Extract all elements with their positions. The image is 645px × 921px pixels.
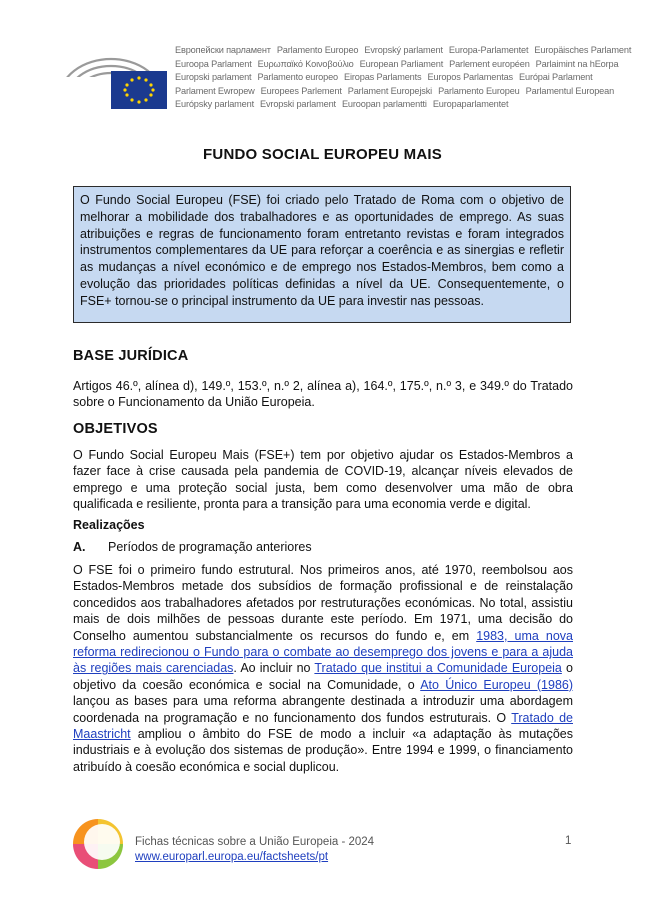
lang-row bbox=[175, 98, 635, 112]
footer-url-link[interactable]: www.europarl.europa.eu/factsheets/pt bbox=[135, 851, 329, 863]
lang-name: Európai Parlament bbox=[519, 72, 593, 83]
lang-name: Parlamento Europeo bbox=[276, 45, 359, 55]
objetivos-text: O Fundo Social Europeu Mais (FSE+) tem por objetivo ajudar os Estados-Membros a fazer face à crise causada pela pandemia de COVID-19, alcançar níveis elevados de emprego e uma proteção social justa, bem como desenvolver uma mão de obra qualificada e resiliente, pronta para a transição para uma economia verde e digital. bbox=[73, 448, 573, 512]
lang-name: Parlaimint na hEorpa bbox=[535, 58, 619, 69]
lang-name: Parlamento Europeu bbox=[438, 85, 520, 96]
footer-label: Fichas técnicas sobre a União Europeia - 2024 bbox=[135, 836, 375, 848]
lang-name: Европейски парламент bbox=[175, 45, 271, 55]
link-tratado-comunidade[interactable]: Tratado que institui a Comunidade Europeia bbox=[314, 661, 562, 676]
lang-name: Euroopan parlamentti bbox=[341, 99, 427, 110]
lang-row bbox=[175, 71, 635, 85]
lang-name: Europa-Parlamentet bbox=[448, 45, 529, 55]
lang-name: Europski parlament bbox=[175, 72, 252, 83]
page-number: 1 bbox=[565, 835, 572, 847]
body-text: . Ao incluir no bbox=[233, 661, 315, 676]
lang-name: Európsky parlament bbox=[175, 99, 255, 110]
section-heading-base: BASE JURÍDICA bbox=[73, 348, 189, 364]
lang-name: Evropski parlament bbox=[260, 99, 336, 110]
lang-name: Parlamentul European bbox=[525, 85, 615, 96]
body-paragraph bbox=[73, 562, 573, 775]
base-text: Artigos 46.º, alínea d), 149.º, 153.º, n.º 2, alínea a), 164.º, 175.º, n.º 3, e 349.º do Tratado sobre o Funcionamento da União Europeia. bbox=[73, 379, 573, 410]
intro-box: O Fundo Social Europeu (FSE) foi criado pelo Tratado de Roma com o objetivo de melhorar a mobilidade dos trabalhadores e as oportunidades de emprego. As suas atribuições e regras de funcionamento foram entretanto revistas e foram integrados instrumentos complementares da UE para reforçar a coerência e as sinergias e refletir as mudanças a nível económico e de emprego nos Estados-Membros, bem como a evolução das prioridades políticas definidas a nível da UE. Consequentemente, o FSE+ tornou-se o principal instrumento da UE para investir nas pessoas. bbox=[73, 186, 571, 323]
lang-name: European Parliament bbox=[359, 58, 444, 69]
lang-row bbox=[175, 85, 635, 99]
body-text: ampliou o âmbito do FSE de modo a incluir «a adaptação às mutações industriais e à evolução dos sistemas de produção». Entre 1994 e 1999, o financiamento atribuído à coesão económica e social duplicou. bbox=[73, 727, 573, 774]
lang-name: Europees Parlement bbox=[260, 85, 342, 96]
body-text: o objetivo da coesão económica e social na Comunidade, o bbox=[73, 661, 573, 692]
body-text: lançou as bases para uma reforma abrangente destinada a introduzir uma abordagem coordenada na programação e no funcionamento dos fundos estruturais. O bbox=[73, 694, 573, 725]
lang-name: Parlamento europeo bbox=[257, 72, 339, 83]
lang-name: Evropský parlament bbox=[364, 45, 443, 55]
lang-row bbox=[175, 44, 635, 58]
item-heading bbox=[73, 540, 312, 554]
lang-name: Parlament Ewropew bbox=[175, 85, 255, 96]
lang-row bbox=[175, 58, 635, 72]
lang-name: Europos Parlamentas bbox=[427, 72, 513, 83]
page-title: FUNDO SOCIAL EUROPEU MAIS bbox=[203, 146, 442, 163]
lang-name: Ευρωπαϊκό Κοινοβούλιο bbox=[257, 58, 354, 69]
section-heading-objetivos: OBJETIVOS bbox=[73, 421, 158, 437]
footer-text bbox=[135, 835, 374, 865]
lang-name: Parlament Europejski bbox=[347, 85, 433, 96]
lang-name: Parlement européen bbox=[449, 58, 530, 69]
item-letter: A. bbox=[73, 540, 86, 554]
body-text: O FSE foi o primeiro fundo estrutural. Nos primeiros anos, até 1970, reembolsou aos Estados-Membros metade dos subsídios de formação profissional e de reinstalação concedidos aos trabalhadores afetados por restruturações económicas. No total, assistiu mais de dois milhões de pessoas durante este período. Em 1971, uma decisão do Conselho aumentou substancialmente os recursos do fundo e, em bbox=[73, 563, 573, 643]
subheading-realizacoes: Realizações bbox=[73, 518, 145, 532]
lang-name: Europaparlamentet bbox=[432, 99, 509, 110]
link-tratado-maastricht[interactable]: Tratado de Maastricht bbox=[73, 710, 573, 742]
european-parliament-logo bbox=[53, 41, 167, 109]
item-label: Períodos de programação anteriores bbox=[108, 540, 312, 554]
lang-name: Europäisches Parlament bbox=[534, 45, 632, 55]
factsheets-logo bbox=[72, 818, 124, 870]
lang-name: Eiropas Parlaments bbox=[344, 72, 422, 83]
lang-name: Euroopa Parlament bbox=[175, 58, 252, 69]
link-ato-unico[interactable]: Ato Único Europeu (1986) bbox=[420, 677, 574, 692]
parliament-names bbox=[175, 44, 635, 112]
link-reforma-1983[interactable]: 1983, uma nova reforma redirecionou o Fundo para o combate ao desemprego dos jovens e para a ajuda às regiões mais carenciadas bbox=[73, 628, 573, 676]
